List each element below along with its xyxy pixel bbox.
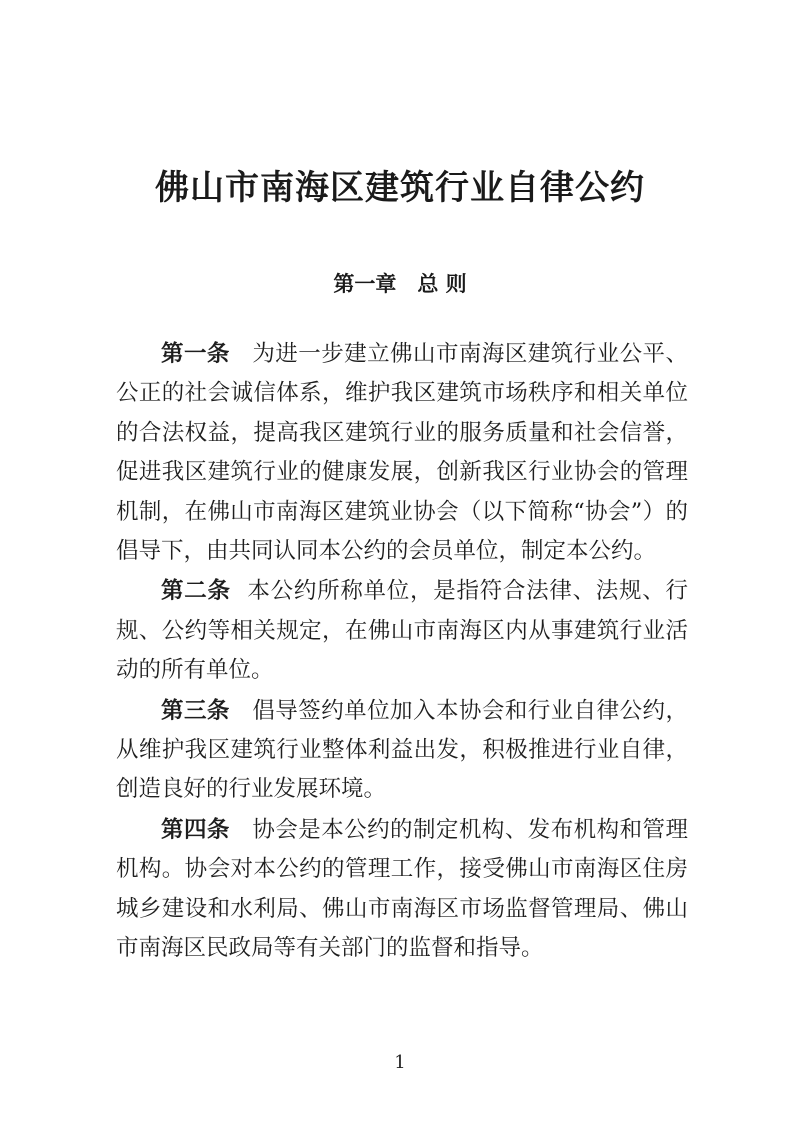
article-label: 第一条 (161, 341, 230, 367)
article-1 (116, 335, 688, 571)
document-title: 佛山市南海区建筑行业自律公约 (155, 168, 645, 208)
article-text: 为进一步建立佛山市南海区建筑行业公平、公正的社会诚信体系，维护我区建筑市场秩序和相关单位的合法权益，提高我区建筑行业的服务质量和社会信誉，促进我区建筑行业的健康发展，创新我区行业协会的管理机制，在佛山市南海区建筑业协会（以下简称“协会”）的倡导下，由共同认同本公约的会员单位，制定本公约。 (116, 341, 688, 565)
article-3 (116, 692, 688, 810)
article-2 (116, 572, 688, 690)
article-label: 第二条 (161, 578, 231, 605)
article-list (116, 335, 688, 969)
article-4 (116, 811, 688, 969)
article-text: 协会是本公约的制定机构、发布机构和管理机构。协会对本公约的管理工作，接受佛山市南海区住房城乡建设和水利局、佛山市南海区市场监督管理局、佛山市南海区民政局等有关部门的监督和指导。 (116, 816, 688, 962)
article-label: 第四条 (161, 816, 230, 843)
article-label: 第三条 (161, 697, 230, 724)
article-text: 本公约所称单位，是指符合法律、法规、行规、公约等相关规定，在佛山市南海区内从事建筑行业活动的所有单位。 (116, 578, 688, 684)
article-text: 倡导签约单位加入本协会和行业自律公约，从维护我区建筑行业整体利益出发，积极推进行业自律，创造良好的行业发展环境。 (116, 697, 688, 803)
page-number: 1 (394, 1052, 406, 1073)
chapter-heading: 第一章 总 则 (333, 271, 467, 296)
